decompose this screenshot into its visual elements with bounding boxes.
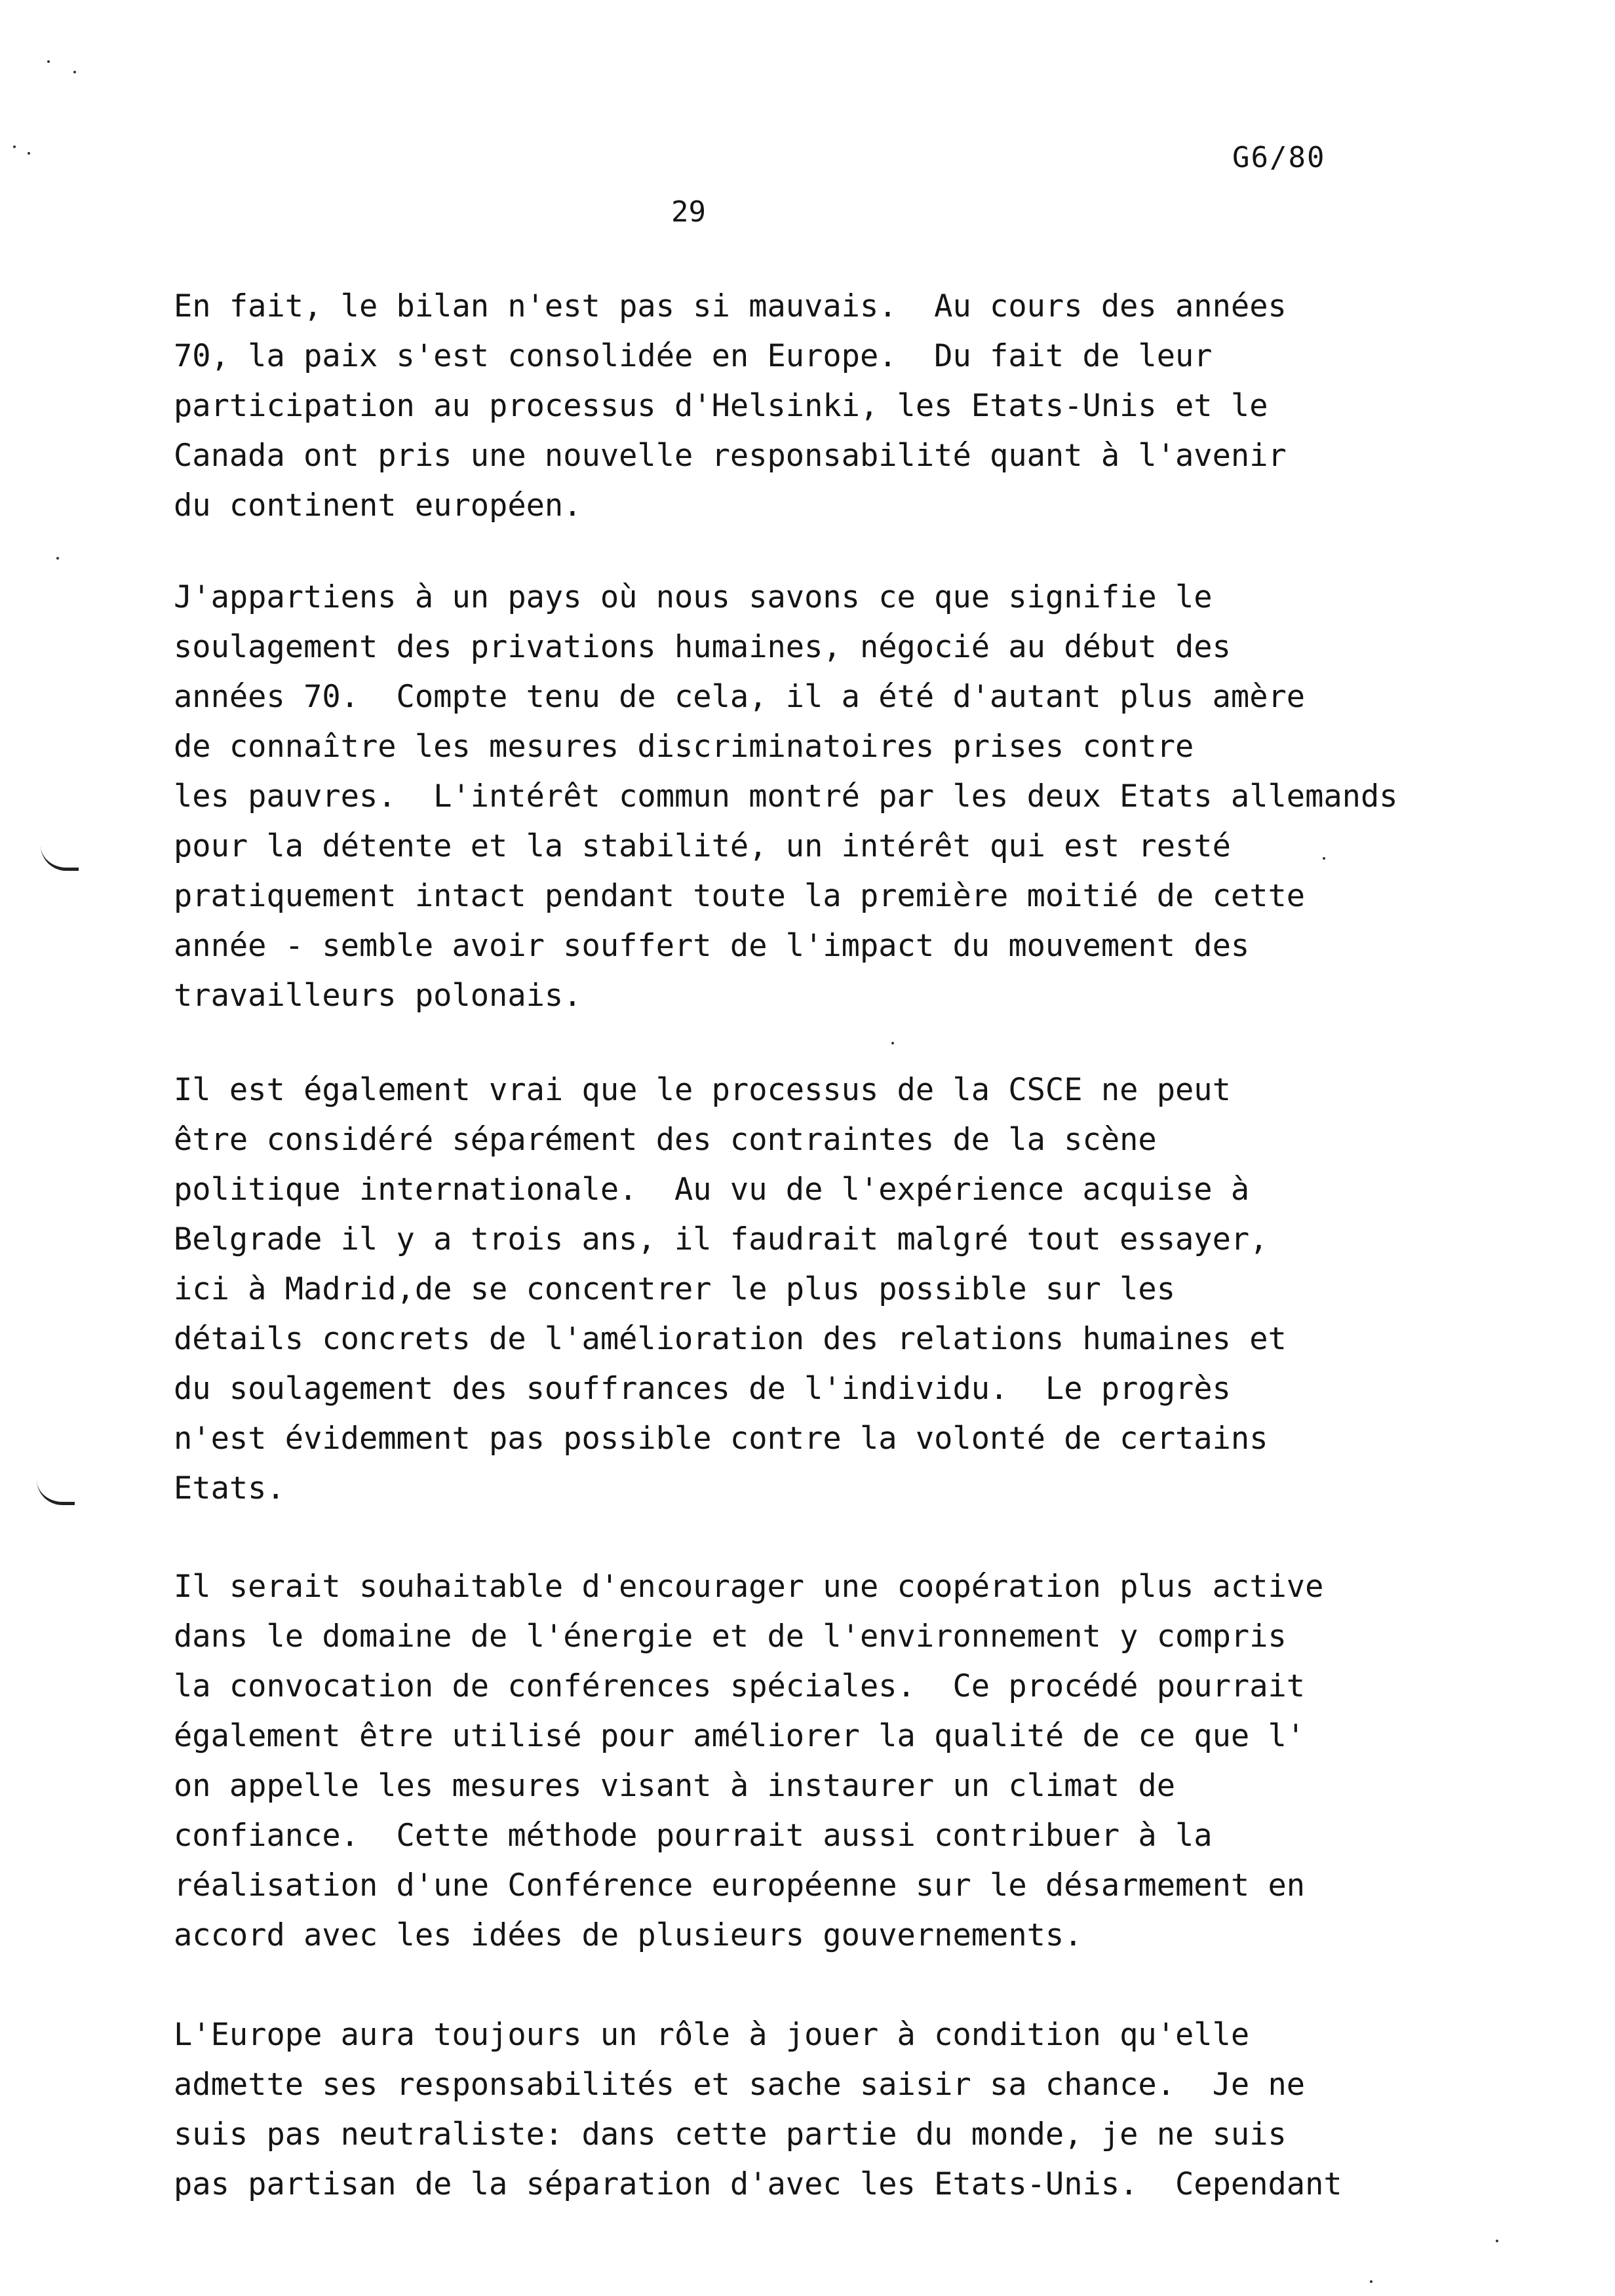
text-line: la convocation de conférences spéciales. Ce procédé pourrait <box>174 1668 1306 1704</box>
text-line: confiance. Cette méthode pourrait aussi contribuer à la <box>174 1818 1213 1854</box>
text-line: ici à Madrid,de se concentrer le plus possible sur les <box>174 1271 1176 1307</box>
text-line: 70, la paix s'est consolidée en Europe. Du fait de leur <box>174 338 1213 374</box>
paragraph-5 <box>174 2010 1537 2210</box>
text-line: pour la détente et la stabilité, un intérêt qui est resté <box>174 828 1231 864</box>
text-line: politique internationale. Au vu de l'expérience acquise à <box>174 1172 1250 1208</box>
text-line: accord avec les idées de plusieurs gouvernements. <box>174 1917 1083 1953</box>
text-line: En fait, le bilan n'est pas si mauvais. Au cours des années <box>174 288 1287 324</box>
margin-mark <box>41 845 79 871</box>
text-line: Il serait souhaitable d'encourager une coopération plus active <box>174 1569 1324 1605</box>
document-reference: G6/80 <box>1232 141 1326 174</box>
paragraph-4 <box>174 1562 1537 1961</box>
text-line: dans le domaine de l'énergie et de l'environnement y compris <box>174 1618 1287 1655</box>
text-line: du continent européen. <box>174 488 582 524</box>
text-line: suis pas neutraliste: dans cette partie du monde, je ne suis <box>174 2116 1287 2152</box>
text-line: J'appartiens à un pays où nous savons ce que signifie le <box>174 579 1213 615</box>
scan-speck <box>13 145 16 148</box>
scan-speck <box>1496 2240 1498 2242</box>
text-line: admette ses responsabilités et sache saisir sa chance. Je ne <box>174 2067 1306 2103</box>
text-line: de connaître les mesures discriminatoires prises contre <box>174 729 1194 765</box>
text-line: détails concrets de l'amélioration des relations humaines et <box>174 1321 1287 1357</box>
text-line: réalisation d'une Conférence européenne sur le désarmement en <box>174 1867 1306 1904</box>
text-line: L'Europe aura toujours un rôle à jouer à condition qu'elle <box>174 2017 1250 2053</box>
text-line: pratiquement intact pendant toute la première moitié de cette <box>174 878 1306 914</box>
text-line: participation au processus d'Helsinki, les Etats-Unis et le <box>174 388 1268 424</box>
text-line: Etats. <box>174 1470 285 1506</box>
margin-mark <box>37 1480 75 1505</box>
scan-speck <box>28 152 30 155</box>
text-line: année - semble avoir souffert de l'impact du mouvement des <box>174 928 1250 964</box>
text-line: travailleurs polonais. <box>174 978 582 1014</box>
paragraph-3 <box>174 1065 1537 1514</box>
paragraph-1 <box>174 282 1537 531</box>
text-line: les pauvres. L'intérêt commun montré par les deux Etats allemands <box>174 778 1398 814</box>
text-line: soulagement des privations humaines, négocié au début des <box>174 629 1231 665</box>
text-line: Canada ont pris une nouvelle responsabilité quant à l'avenir <box>174 438 1287 474</box>
paragraph-2 <box>174 573 1537 1021</box>
scan-speck <box>73 71 76 73</box>
scan-speck <box>1370 2280 1372 2283</box>
text-line: Belgrade il y a trois ans, il faudrait malgré tout essayer, <box>174 1221 1268 1257</box>
scan-speck <box>891 1042 894 1044</box>
text-line: n'est évidemment pas possible contre la volonté de certains <box>174 1421 1268 1457</box>
text-line: être considéré séparément des contraintes de la scène <box>174 1122 1157 1158</box>
scan-speck <box>56 557 59 560</box>
scan-speck <box>1323 857 1325 860</box>
text-line: du soulagement des souffrances de l'individu. Le progrès <box>174 1371 1231 1407</box>
page-number: 29 <box>671 195 706 229</box>
text-line: également être utilisé pour améliorer la qualité de ce que l' <box>174 1718 1306 1754</box>
text-line: pas partisan de la séparation d'avec les Etats-Unis. Cependant <box>174 2166 1342 2202</box>
text-line: Il est également vrai que le processus de la CSCE ne peut <box>174 1072 1231 1108</box>
scan-speck <box>47 60 50 63</box>
text-line: années 70. Compte tenu de cela, il a été d'autant plus amère <box>174 679 1306 715</box>
text-line: on appelle les mesures visant à instaurer un climat de <box>174 1768 1176 1804</box>
